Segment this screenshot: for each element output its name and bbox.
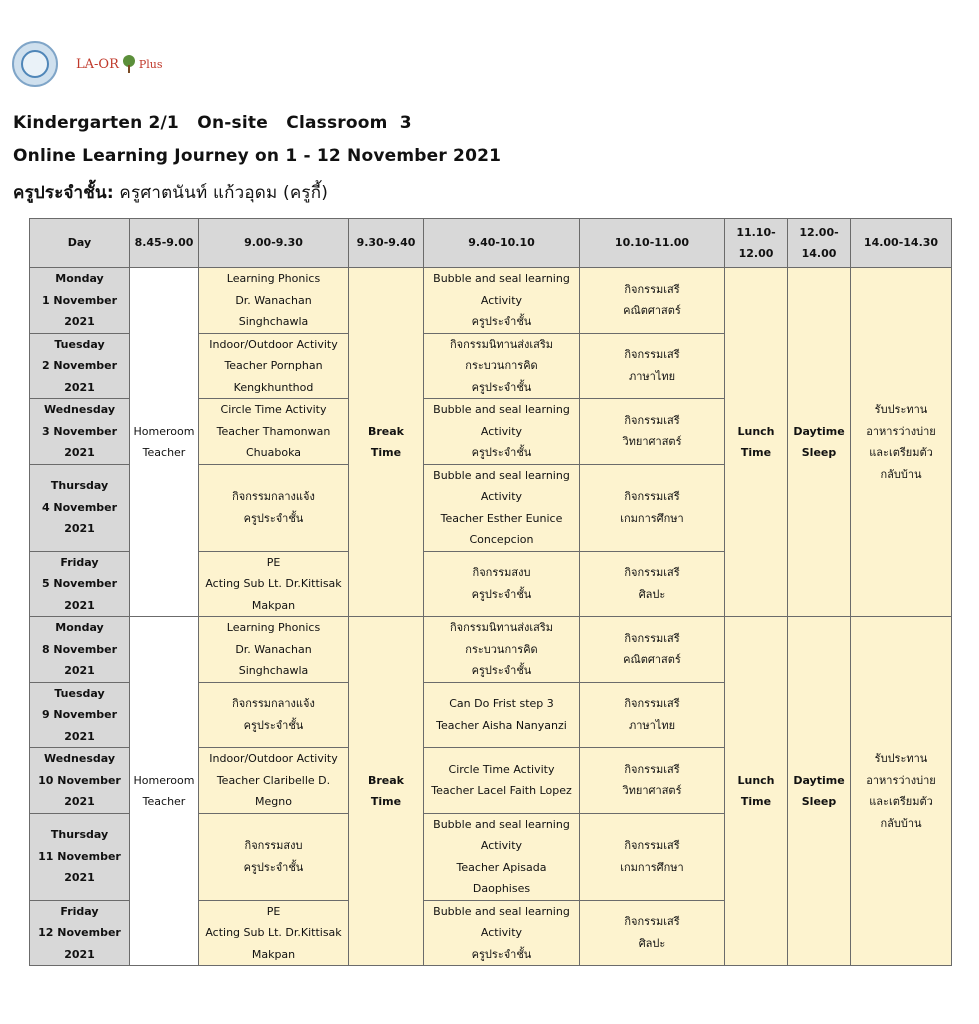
header-0940: 9.40-10.10 [424, 219, 580, 268]
free-activity-cell: กิจกรรมเสรี คณิตศาสตร์ [580, 617, 725, 683]
schedule-table [29, 218, 952, 966]
header-day: Day [30, 219, 130, 268]
session-0940-cell: Bubble and seal learning Activity Teacher Esther Eunice Concepcion [424, 464, 580, 551]
day-cell: Friday 5 November 2021 [30, 551, 130, 617]
afternoon-cell: รับประทาน อาหารว่างบ่าย และเตรียมตัว กลับบ้าน [851, 617, 952, 966]
table-row [30, 268, 952, 334]
day-cell: Thursday 11 November 2021 [30, 813, 130, 900]
session-0900-cell: กิจกรรมสงบ ครูประจำชั้น [199, 813, 349, 900]
free-activity-cell: กิจกรรมเสรี เกมการศึกษา [580, 813, 725, 900]
free-activity-cell: กิจกรรมเสรี เกมการศึกษา [580, 464, 725, 551]
lunch-cell: Lunch Time [725, 268, 788, 617]
daytime-sleep-cell: Daytime Sleep [788, 617, 851, 966]
header-1400: 14.00-14.30 [851, 219, 952, 268]
session-0940-cell: Bubble and seal learning Activity ครูประจำชั้น [424, 399, 580, 465]
session-0940-cell: กิจกรรมนิทานส่งเสริม กระบวนการคิด ครูประจำชั้น [424, 333, 580, 399]
homeroom-teacher-name: ครูศาตนันท์ แก้วอุดม (ครูกี้) [113, 183, 329, 203]
lunch-cell: Lunch Time [725, 617, 788, 966]
session-0940-cell: กิจกรรมสงบ ครูประจำชั้น [424, 551, 580, 617]
session-0900-cell: Indoor/Outdoor Activity Teacher Claribelle D. Megno [199, 748, 349, 814]
header-0900: 9.00-9.30 [199, 219, 349, 268]
homeroom-teacher-label: ครูประจำชั้น: [13, 183, 114, 203]
break-time-cell: Break Time [349, 268, 424, 617]
school-seal-logo [12, 41, 58, 87]
day-cell: Wednesday 10 November 2021 [30, 748, 130, 814]
homeroom-cell: Homeroom Teacher [130, 268, 199, 617]
day-cell: Tuesday 2 November 2021 [30, 333, 130, 399]
tree-icon [120, 54, 138, 74]
header-1110: 11.10- 12.00 [725, 219, 788, 268]
day-cell: Friday 12 November 2021 [30, 900, 130, 966]
homeroom-cell: Homeroom Teacher [130, 617, 199, 966]
brand-text: LA-OR [76, 56, 119, 72]
session-0900-cell: PE Acting Sub Lt. Dr.Kittisak Makpan [199, 900, 349, 966]
free-activity-cell: กิจกรรมเสรี ภาษาไทย [580, 682, 725, 748]
header-1010: 10.10-11.00 [580, 219, 725, 268]
header-row [30, 219, 952, 268]
header-1200: 12.00- 14.00 [788, 219, 851, 268]
day-cell: Monday 1 November 2021 [30, 268, 130, 334]
daytime-sleep-cell: Daytime Sleep [788, 268, 851, 617]
day-cell: Thursday 4 November 2021 [30, 464, 130, 551]
free-activity-cell: กิจกรรมเสรี วิทยาศาสตร์ [580, 399, 725, 465]
afternoon-cell: รับประทาน อาหารว่างบ่าย และเตรียมตัว กลับบ้าน [851, 268, 952, 617]
session-0940-cell: Can Do Frist step 3 Teacher Aisha Nanyanzi [424, 682, 580, 748]
session-0900-cell: Learning Phonics Dr. Wanachan Singhchawla [199, 617, 349, 683]
class-title: Kindergarten 2/1 On-site Classroom 3 [13, 113, 412, 133]
homeroom-teacher-line [13, 179, 328, 206]
session-0940-cell: Bubble and seal learning Activity Teacher Apisada Daophises [424, 813, 580, 900]
session-0900-cell: Circle Time Activity Teacher Thamonwan Chuaboka [199, 399, 349, 465]
day-cell: Tuesday 9 November 2021 [30, 682, 130, 748]
brand-plus: Plus [138, 57, 163, 71]
journey-title: Online Learning Journey on 1 - 12 November 2021 [13, 146, 502, 166]
session-0900-cell: Learning Phonics Dr. Wanachan Singhchawla [199, 268, 349, 334]
session-0900-cell: Indoor/Outdoor Activity Teacher Pornphan Kengkhunthod [199, 333, 349, 399]
session-0940-cell: Circle Time Activity Teacher Lacel Faith Lopez [424, 748, 580, 814]
header-0930: 9.30-9.40 [349, 219, 424, 268]
logo-row [12, 40, 163, 88]
table-row [30, 617, 952, 683]
break-time-cell: Break Time [349, 617, 424, 966]
free-activity-cell: กิจกรรมเสรี ศิลปะ [580, 900, 725, 966]
session-0900-cell: กิจกรรมกลางแจ้ง ครูประจำชั้น [199, 464, 349, 551]
free-activity-cell: กิจกรรมเสรี คณิตศาสตร์ [580, 268, 725, 334]
free-activity-cell: กิจกรรมเสรี ภาษาไทย [580, 333, 725, 399]
free-activity-cell: กิจกรรมเสรี วิทยาศาสตร์ [580, 748, 725, 814]
la-or-plus-logo [76, 54, 163, 74]
session-0940-cell: Bubble and seal learning Activity ครูประจำชั้น [424, 900, 580, 966]
session-0900-cell: PE Acting Sub Lt. Dr.Kittisak Makpan [199, 551, 349, 617]
header-0845: 8.45-9.00 [130, 219, 199, 268]
free-activity-cell: กิจกรรมเสรี ศิลปะ [580, 551, 725, 617]
session-0900-cell: กิจกรรมกลางแจ้ง ครูประจำชั้น [199, 682, 349, 748]
day-cell: Wednesday 3 November 2021 [30, 399, 130, 465]
day-cell: Monday 8 November 2021 [30, 617, 130, 683]
session-0940-cell: Bubble and seal learning Activity ครูประจำชั้น [424, 268, 580, 334]
session-0940-cell: กิจกรรมนิทานส่งเสริม กระบวนการคิด ครูประจำชั้น [424, 617, 580, 683]
